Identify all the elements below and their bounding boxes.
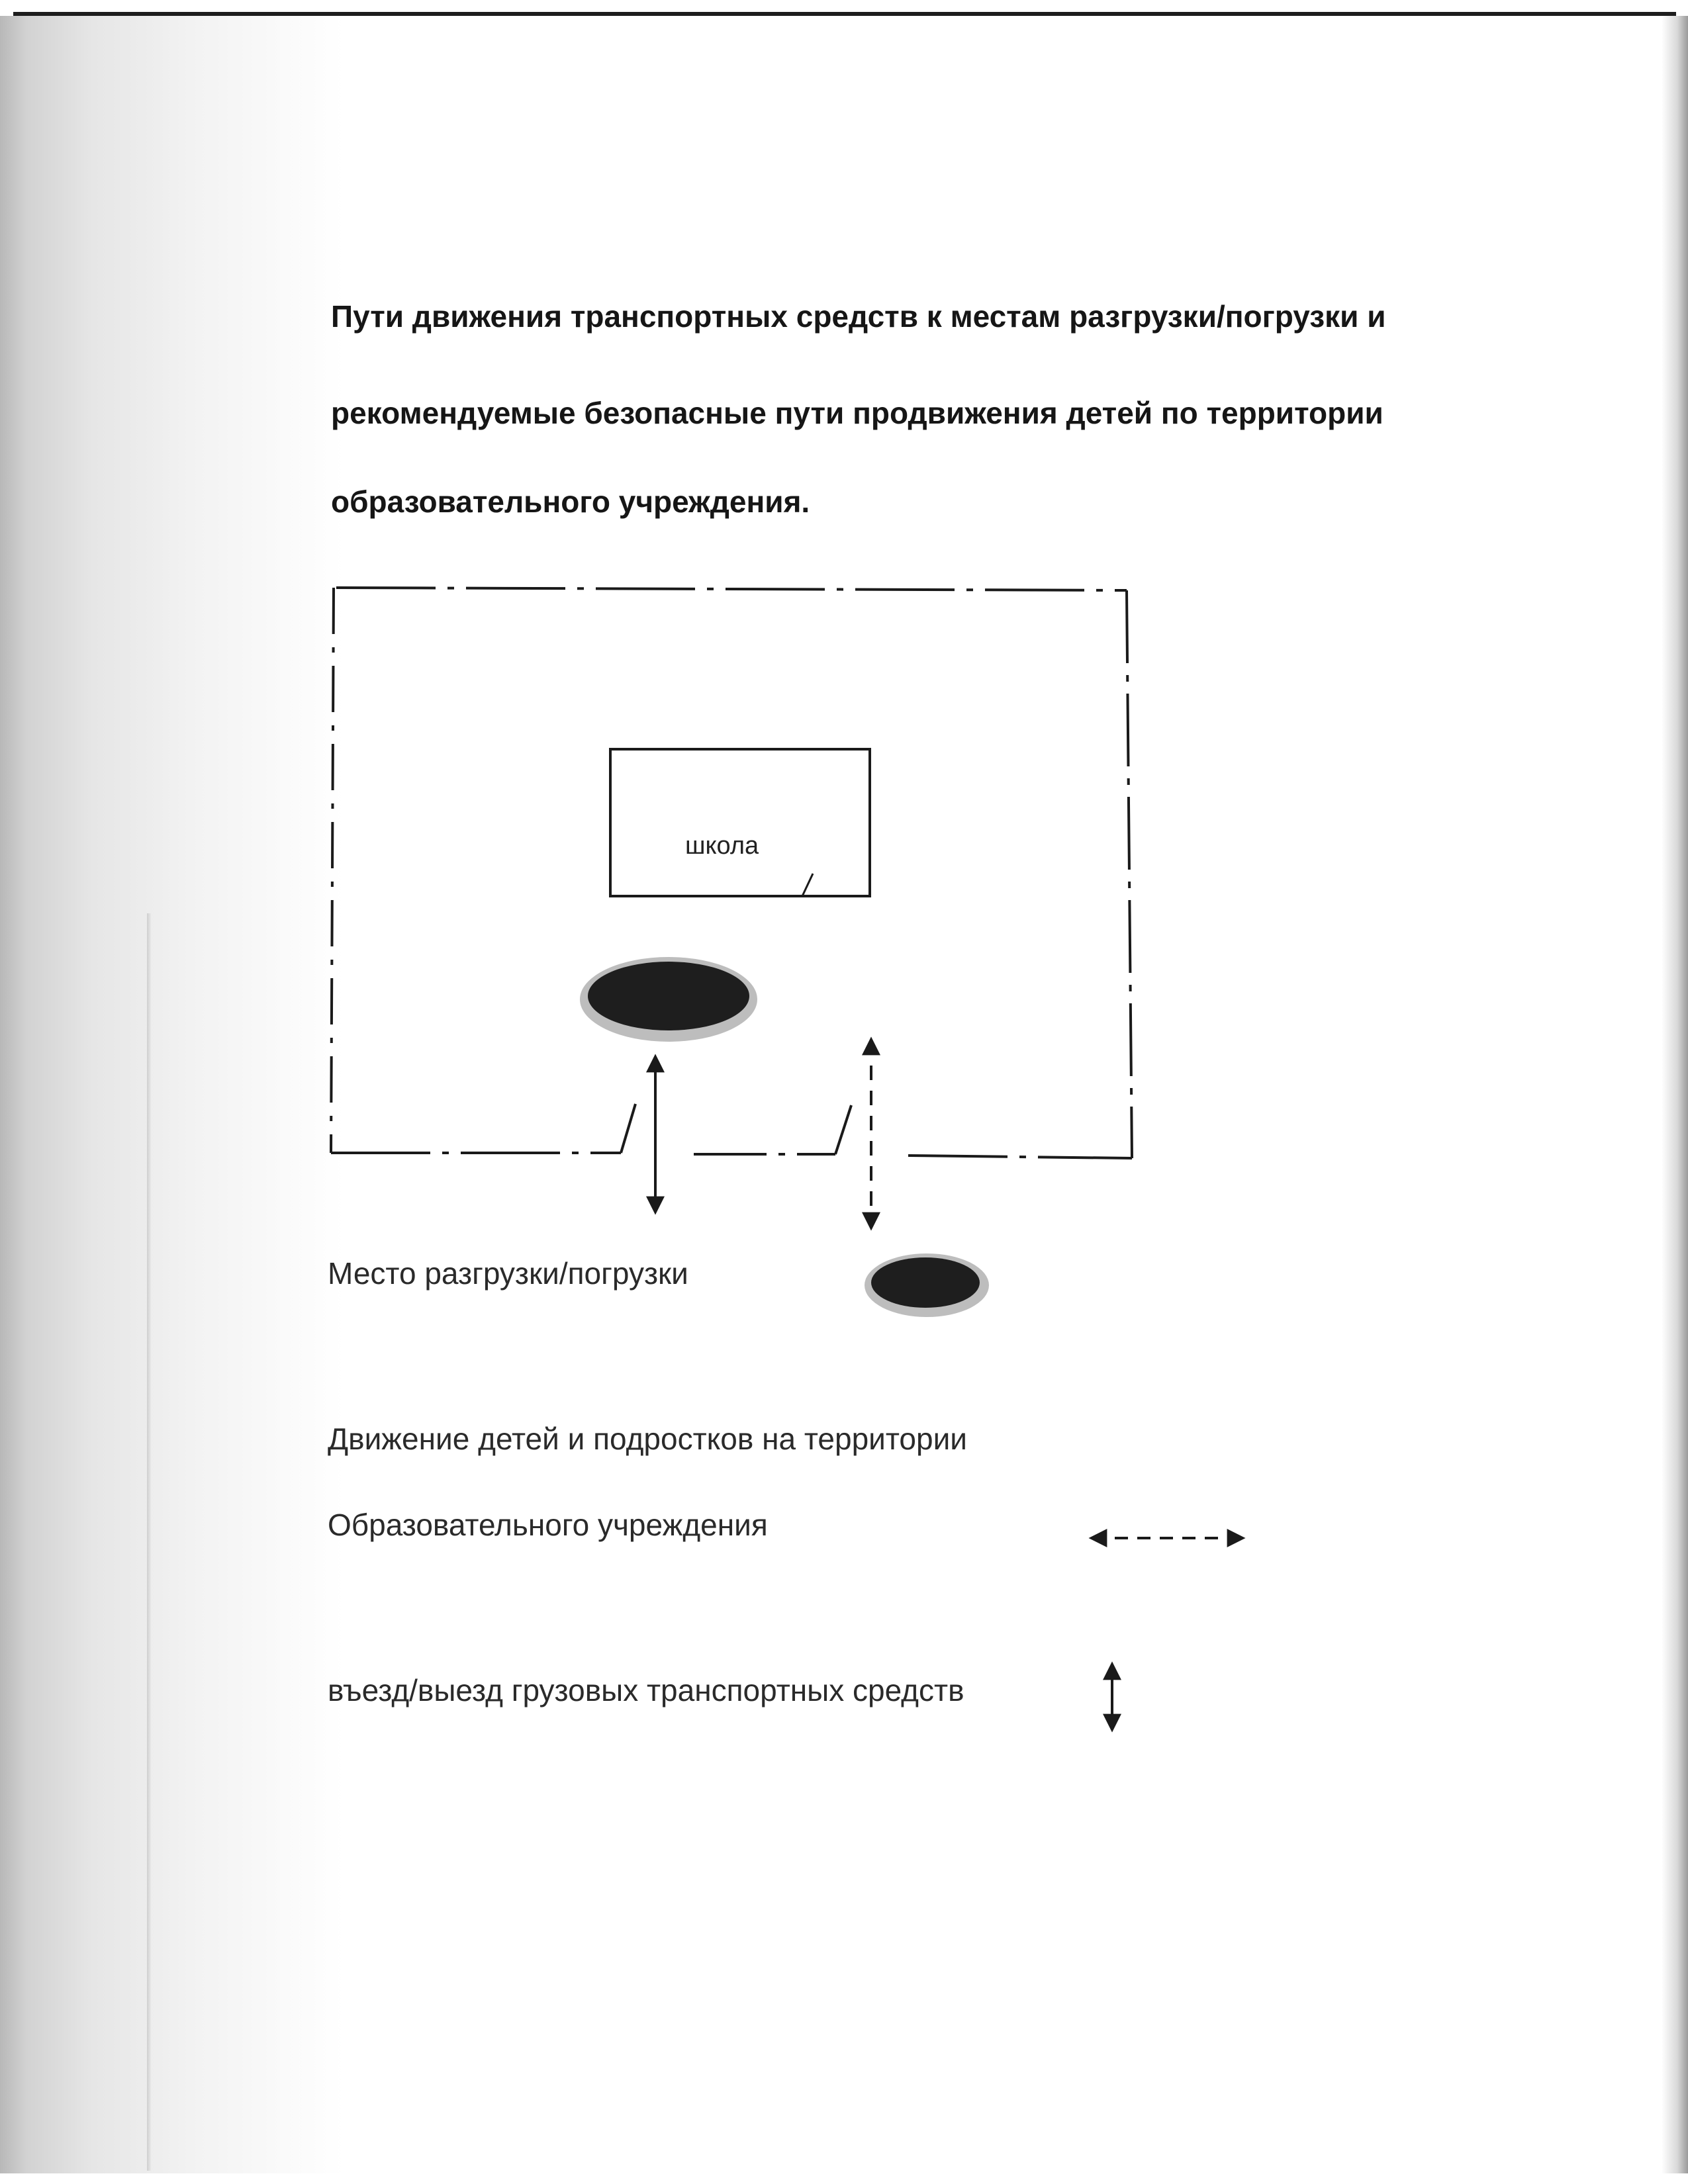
heading-line-1: Пути движения транспортных средств к местам разгрузки/погрузки и: [331, 299, 1386, 334]
boundary-top: [336, 588, 1127, 590]
heading-line-3: образовательного учреждения.: [331, 484, 810, 519]
boundary-left: [331, 588, 334, 1153]
gate-left: [621, 1104, 635, 1153]
boundary-bottom-right: [908, 1156, 1132, 1158]
territory-boundary: [331, 588, 1132, 1158]
legend-children-label-line1: Движение детей и подростков на территории: [328, 1422, 967, 1456]
school-door: [802, 874, 813, 896]
legend-unload-marker: [865, 1253, 989, 1317]
school-building: [610, 749, 870, 896]
gate-right: [835, 1105, 851, 1154]
legend-children-label-line2: Образовательного учреждения: [328, 1508, 768, 1542]
legend-unload-label: Место разгрузки/погрузки: [328, 1256, 688, 1291]
school-label: школа: [685, 832, 759, 860]
heading-line-2: рекомендуемые безопасные пути продвижения детей по территории: [331, 396, 1383, 430]
legend-truck-label: въезд/выезд грузовых транспортных средств: [328, 1673, 964, 1707]
unload-place-marker: [580, 957, 757, 1042]
boundary-right: [1127, 590, 1132, 1158]
